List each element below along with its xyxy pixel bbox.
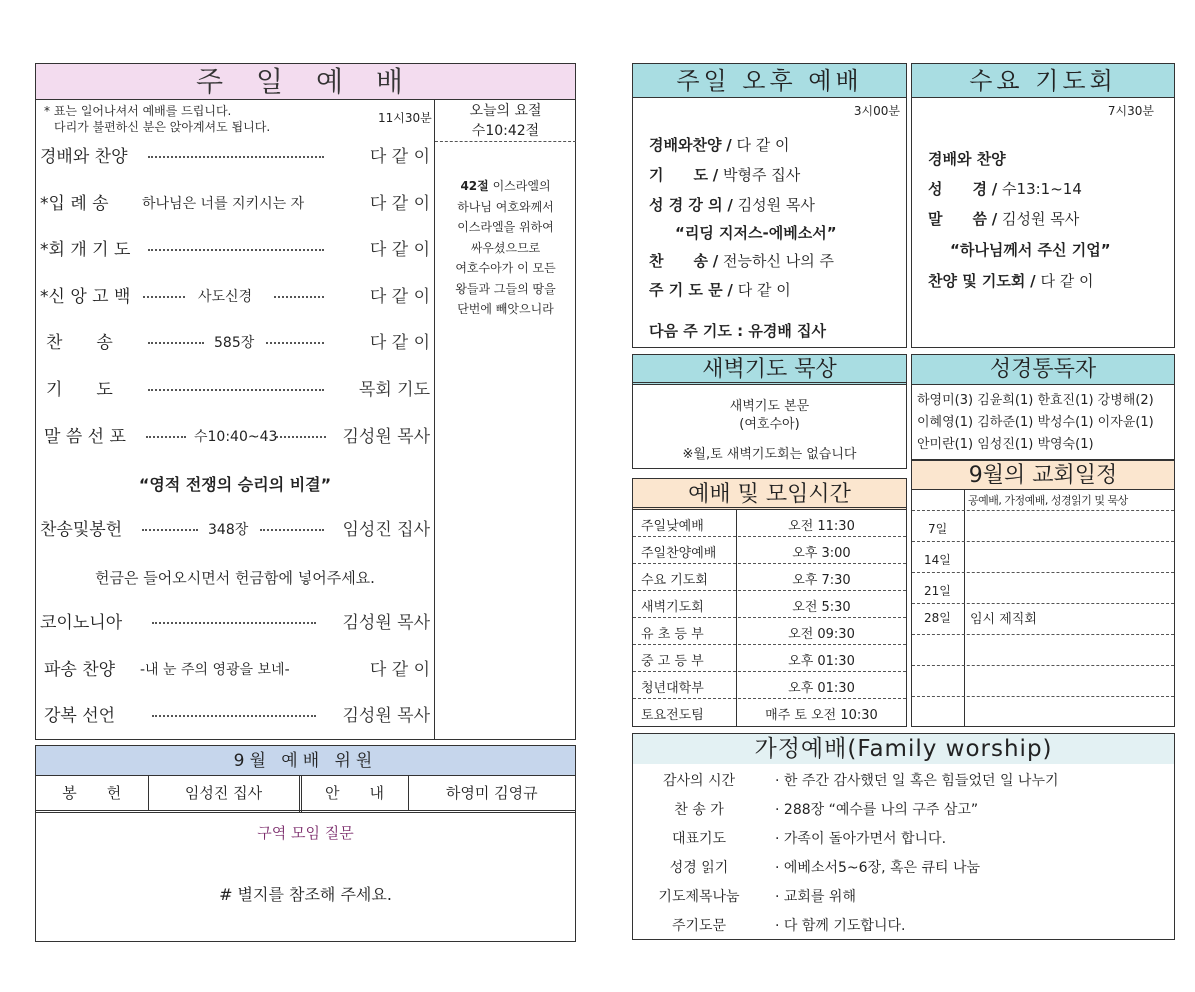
next-prayer: 다음 주 기도 : 유경배 집사 xyxy=(649,322,827,340)
pm-label: 기 도 xyxy=(649,166,708,184)
verse-text xyxy=(435,176,576,320)
wed-value: 수13:1~14 xyxy=(1002,180,1082,198)
calendar-subheader-row xyxy=(912,490,1174,511)
afternoon-service-title: 주일 오후 예배 xyxy=(633,64,906,98)
pm-line: 기 도 / 박형주 집사 xyxy=(649,166,801,184)
order-detail: 사도신경 xyxy=(198,289,253,305)
leader-dots xyxy=(148,156,324,158)
wed-line: 찬양 및 기도회 / 다 같 이 xyxy=(928,272,1094,290)
meetings-table xyxy=(633,510,906,726)
verse-line: 단번에 빼앗으니라 xyxy=(457,302,554,316)
pm-value: 김성원 목사 xyxy=(737,196,815,214)
calendar-event: 임시 제직회 xyxy=(970,612,1037,627)
order-label: 기 도 xyxy=(46,380,113,400)
wed-value: 다 같 이 xyxy=(1040,272,1094,290)
wed-line: 경배와 찬양 xyxy=(928,150,1006,168)
leader-dots xyxy=(148,389,324,391)
order-item xyxy=(40,238,430,262)
family-label: 주기도문 xyxy=(671,918,727,934)
family-value-text: 교회를 위해 xyxy=(783,889,856,905)
order-detail: -내 눈 주의 영광을 보네- xyxy=(140,662,290,678)
offering-note: 헌금은 들어오시면서 헌금함에 넣어주세요. xyxy=(95,569,375,587)
pm-label: 찬 송 xyxy=(649,252,708,270)
order-label: 찬 송 xyxy=(46,333,113,353)
calendar-row xyxy=(912,635,1174,666)
order-leader: 목회 기도 xyxy=(358,380,430,400)
meeting-times-panel xyxy=(632,478,907,727)
order-label: 찬송및봉헌 xyxy=(40,520,123,540)
staff-name: 하영미 김영규 xyxy=(408,776,575,811)
order-item xyxy=(40,331,430,355)
meeting-time: 오후 01:30 xyxy=(788,681,855,696)
family-worship-panel xyxy=(632,733,1175,940)
leader-dots xyxy=(142,529,198,531)
sermon-title: “영적 전쟁의 승리의 비결” xyxy=(138,475,332,494)
staff-role: 봉 헌 xyxy=(36,776,148,811)
wed-line: 말 씀 / 김성원 목사 xyxy=(928,210,1080,228)
leader-dots xyxy=(266,342,324,344)
order-label: *입 례 송 xyxy=(40,194,109,214)
meeting-row xyxy=(633,537,906,564)
wed-label: 말 씀 xyxy=(928,210,987,228)
order-leader: 김성원 목사 xyxy=(342,613,430,633)
meeting-row xyxy=(633,672,906,699)
family-value-text: 한 주간 감사했던 일 혹은 힘들었던 일 나누기 xyxy=(783,773,1059,789)
wednesday-prayer-panel xyxy=(911,63,1175,348)
pm-label: 경배와찬양 xyxy=(649,136,722,154)
family-label: 대표기도 xyxy=(671,831,727,847)
family-label: 감사의 시간 xyxy=(662,773,736,789)
family-value-text: 288장 “예수를 나의 구주 삼고” xyxy=(783,802,979,818)
verse-header xyxy=(435,100,576,142)
dawn-prayer-panel xyxy=(632,354,907,469)
calendar-row xyxy=(912,697,1174,726)
meeting-row xyxy=(633,564,906,591)
wednesday-title: 수요 기도회 xyxy=(912,64,1174,98)
meeting-row xyxy=(633,618,906,645)
family-value-text: 에베소서5~6장, 혹은 큐티 나눔 xyxy=(783,860,981,876)
order-leader: 다 같 이 xyxy=(369,287,430,307)
verse-reference: 수10:42절 xyxy=(471,123,540,139)
small-group-title: 구역 모임 질문 xyxy=(257,824,354,842)
meeting-time: 매주 토 오전 10:30 xyxy=(765,708,878,723)
readers-title: 성경통독자 xyxy=(912,355,1174,385)
leader-dots xyxy=(274,296,324,298)
order-item xyxy=(40,378,430,402)
service-time: 11시30분 xyxy=(378,111,432,125)
small-group-note: # 별지를 참조해 주세요. xyxy=(219,885,392,904)
wed-label: 성 경 xyxy=(928,180,987,198)
sunday-service-panel xyxy=(35,63,576,740)
verse-line: 싸우셨으므로 xyxy=(470,240,541,255)
meeting-name: 주일낮예배 xyxy=(641,519,704,534)
order-item xyxy=(40,425,430,449)
calendar-title: 9월의 교회일정 xyxy=(912,461,1174,490)
leader-dots xyxy=(152,715,316,717)
order-item xyxy=(40,658,430,682)
order-detail: 하나님은 너를 지키시는 자 xyxy=(142,196,305,212)
family-value: · 288장 “예수를 나의 구주 삼고” xyxy=(775,802,979,818)
calendar-day: 28일 xyxy=(924,611,951,625)
meeting-name: 주일찬양예배 xyxy=(641,546,717,561)
dawn-text: 새벽기도 본문 xyxy=(729,399,810,414)
pm-label: 주 기 도 문 xyxy=(649,281,723,299)
meeting-name: 토요전도팀 xyxy=(641,708,704,723)
verse-line: 하나님 여호와께서 xyxy=(457,199,554,214)
calendar-row xyxy=(912,666,1174,697)
meeting-row xyxy=(633,645,906,672)
calendar-day: 14일 xyxy=(924,553,951,567)
order-label: 말 씀 선 포 xyxy=(44,427,126,447)
calendar-day: 7일 xyxy=(928,522,948,536)
readers-row: 이혜영(1) 김하준(1) 박성수(1) 이자윤(1) xyxy=(917,415,1154,430)
verse-number: 42절 xyxy=(460,179,489,193)
order-detail: 348장 xyxy=(208,522,249,538)
standing-note: * 표는 일어나셔서 예배를 드립니다. xyxy=(44,104,232,118)
family-label: 기도제목나눔 xyxy=(658,889,740,905)
pm-value: 다 같 이 xyxy=(736,136,790,154)
order-item xyxy=(40,192,430,216)
wed-value: 김성원 목사 xyxy=(1002,210,1080,228)
staff-table xyxy=(36,776,575,813)
meeting-row xyxy=(633,699,906,726)
pm-value: 다 같 이 xyxy=(737,281,791,299)
bible-readers-panel xyxy=(911,354,1175,460)
verse-line: 이스라엘의 xyxy=(492,179,551,193)
family-value: · 한 주간 감사했던 일 혹은 힘들었던 일 나누기 xyxy=(775,773,1059,789)
verse-line: 이스라엘을 위하여 xyxy=(457,220,554,234)
meeting-time: 오전 5:30 xyxy=(792,600,851,615)
order-label: *회 개 기 도 xyxy=(40,240,131,260)
order-item xyxy=(40,145,430,169)
order-leader: 다 같 이 xyxy=(369,194,430,214)
order-item xyxy=(40,704,430,728)
order-item xyxy=(40,285,430,309)
pm-value: 전능하신 나의 주 xyxy=(723,252,834,270)
pm-value: 박형주 집사 xyxy=(723,166,801,184)
calendar-row xyxy=(912,511,1174,542)
order-label: 코이노니아 xyxy=(40,613,123,633)
calendar-row xyxy=(912,542,1174,573)
afternoon-service-panel xyxy=(632,63,907,348)
leader-dots xyxy=(276,436,326,438)
order-detail: 585장 xyxy=(214,335,255,351)
calendar-row xyxy=(912,573,1174,604)
family-value-text: 가족이 돌아가면서 합니다. xyxy=(783,831,947,847)
leader-dots xyxy=(148,342,204,344)
order-label: 파송 찬양 xyxy=(44,660,116,680)
meeting-name: 수요 기도회 xyxy=(641,573,708,588)
family-value: · 가족이 돌아가면서 합니다. xyxy=(775,831,947,847)
order-label: *신 앙 고 백 xyxy=(40,287,131,307)
family-value-text: 다 함께 기도합니다. xyxy=(783,918,906,934)
meeting-name: 중 고 등 부 xyxy=(641,654,704,669)
order-label: 강복 선언 xyxy=(44,706,116,726)
dawn-book: (여호수아) xyxy=(739,417,800,432)
seated-note: 다리가 불편하신 분은 앉아계셔도 됩니다. xyxy=(54,120,271,134)
readers-row: 안미란(1) 임성진(1) 박영숙(1) xyxy=(917,437,1094,452)
order-item xyxy=(40,518,430,542)
family-label: 성경 읽기 xyxy=(669,860,729,876)
wed-line: 성 경 / 수13:1~14 xyxy=(928,180,1082,198)
meeting-time: 오전 11:30 xyxy=(788,519,855,534)
order-leader: 다 같 이 xyxy=(369,147,430,167)
order-leader: 다 같 이 xyxy=(369,240,430,260)
verse-line: 여호수아가 이 모든 xyxy=(455,261,556,275)
staff-title: 9월 예배 위원 xyxy=(36,746,575,776)
staff-name: 임성진 집사 xyxy=(148,776,300,811)
order-leader: 다 같 이 xyxy=(369,333,430,353)
verse-line: 왕들과 그들의 땅을 xyxy=(455,281,556,296)
verse-header-label: 오늘의 요절 xyxy=(469,103,542,119)
leader-dots xyxy=(143,296,185,298)
meeting-row xyxy=(633,591,906,618)
meeting-time: 오후 01:30 xyxy=(788,654,855,669)
meeting-time: 오전 09:30 xyxy=(788,627,855,642)
family-worship-title: 가정예배(Family worship) xyxy=(633,734,1174,764)
lecture-title: “리딩 지저스-에베소서” xyxy=(675,224,837,242)
meeting-name: 청년대학부 xyxy=(641,681,704,696)
dawn-title: 새벽기도 묵상 xyxy=(633,355,906,385)
order-leader: 김성원 목사 xyxy=(342,427,430,447)
order-leader: 다 같 이 xyxy=(369,660,430,680)
staff-role: 안 내 xyxy=(300,776,408,811)
pm-line: 주 기 도 문 / 다 같 이 xyxy=(649,281,791,299)
order-detail: 수10:40~43 xyxy=(194,429,278,445)
family-value: · 에베소서5~6장, 혹은 큐티 나눔 xyxy=(775,860,981,876)
family-value: · 다 함께 기도합니다. xyxy=(775,918,906,934)
meetings-divider xyxy=(736,510,737,726)
calendar-day: 21일 xyxy=(924,584,951,598)
meeting-time: 오후 7:30 xyxy=(792,573,851,588)
order-item xyxy=(40,611,430,635)
family-value: · 교회를 위해 xyxy=(775,889,856,905)
pm-line: 찬 송 / 전능하신 나의 주 xyxy=(649,252,834,270)
leader-dots xyxy=(260,529,324,531)
wed-label: 찬양 및 기도회 xyxy=(928,272,1026,290)
leader-dots xyxy=(152,622,316,624)
staff-panel xyxy=(35,745,576,942)
order-label: 경배와 찬양 xyxy=(40,147,128,167)
meeting-time: 오후 3:00 xyxy=(792,546,851,561)
leader-dots xyxy=(146,436,186,438)
calendar-subheader: 공예배, 가정예배, 성경읽기 및 묵상 xyxy=(968,494,1128,507)
family-label: 찬 송 가 xyxy=(674,802,724,818)
meeting-row xyxy=(633,510,906,537)
calendar-row xyxy=(912,604,1174,635)
wed-sermon-title: “하나님께서 주신 기업” xyxy=(950,241,1111,259)
afternoon-time: 3시00분 xyxy=(853,104,900,118)
pm-line: 경배와찬양 / 다 같 이 xyxy=(649,136,790,154)
pm-line: 성 경 강 의 / 김성원 목사 xyxy=(649,196,815,214)
readers-row: 하영미(3) 김윤희(1) 한효진(1) 강병해(2) xyxy=(917,393,1154,408)
dawn-note: ※월,토 새벽기도회는 없습니다 xyxy=(682,447,857,462)
order-leader: 임성진 집사 xyxy=(342,520,430,540)
meetings-title: 예배 및 모임시간 xyxy=(633,479,906,510)
church-calendar-panel xyxy=(911,460,1175,727)
pm-label: 성 경 강 의 xyxy=(649,196,723,214)
meeting-name: 유 초 등 부 xyxy=(641,627,704,642)
sunday-service-title: 주 일 예 배 xyxy=(36,64,575,100)
meeting-name: 새벽기도회 xyxy=(641,600,704,615)
order-leader: 김성원 목사 xyxy=(342,706,430,726)
leader-dots xyxy=(148,249,324,251)
wednesday-time: 7시30분 xyxy=(1107,104,1154,118)
